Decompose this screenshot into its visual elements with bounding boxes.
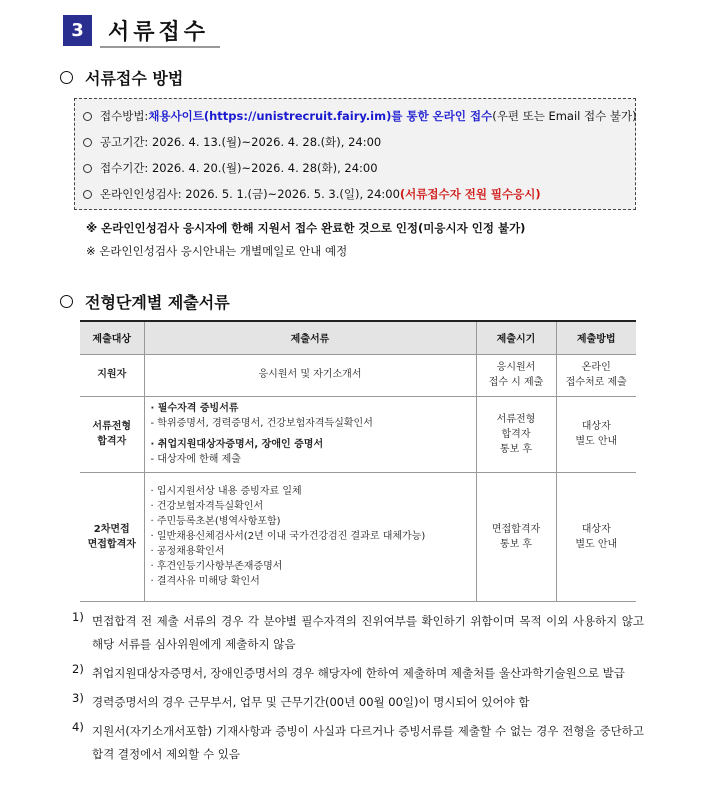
target-cell: 서류전형 합격자	[80, 396, 144, 472]
circle-bullet-icon	[83, 138, 92, 147]
circle-bullet-icon	[83, 190, 92, 199]
column-header: 제출대상	[80, 321, 144, 354]
info-row-method	[83, 103, 635, 129]
circle-bullet-icon	[83, 164, 92, 173]
table-header-row	[80, 321, 636, 354]
heading-underline	[100, 46, 220, 48]
info-row-test	[83, 181, 635, 207]
announce-period: 공고기간: 2026. 4. 13.(월)~2026. 4. 28.(화), 24:00	[100, 135, 382, 149]
docs-cell: · 입시지원서상 내용 증빙자료 일체 · 건강보험자격득실확인서 · 주민등록초본(병역사항포함) · 일반채용신체검사서(2년 이내 국가건강검진 결과로 대체가능) · 공정채용확인서 · 후견인등기사항부존재증명서 · 결격사유 미해당 확인서	[144, 472, 476, 601]
info-row-announce	[83, 129, 635, 155]
column-header: 제출방법	[556, 321, 636, 354]
column-header: 제출시기	[476, 321, 556, 354]
footnote-item: 4) 지원서(자기소개서포함) 기재사항과 증빙이 사실과 다르거나 증빙서류를 제출할 수 없는 경우 전형을 중단하고 합격 결정에서 제외할 수 있음	[72, 720, 644, 761]
target-cell: 지원자	[80, 354, 144, 396]
method-label: 접수방법:	[100, 109, 149, 123]
table-row	[80, 396, 636, 472]
time-cell: 응시원서 접수 시 제출	[476, 354, 556, 396]
test-highlight: (서류접수자 전원 필수응시)	[399, 187, 541, 201]
target-cell: 2차면접 면접합격자	[80, 472, 144, 601]
subsection-title-text: 서류접수 방법	[85, 69, 184, 88]
method-cell: 온라인 접수처로 제출	[556, 354, 636, 396]
method-cell: 대상자 별도 안내	[556, 472, 636, 601]
subsection-title-text: 전형단계별 제출서류	[85, 293, 230, 312]
table-row	[80, 472, 636, 601]
info-row-receive	[83, 155, 635, 181]
circle-bullet-icon	[60, 295, 73, 308]
time-cell: 서류전형 합격자 통보 후	[476, 396, 556, 472]
section-header	[63, 14, 209, 46]
docs-cell: 응시원서 및 자기소개서	[144, 354, 476, 396]
section-number-badge: 3	[63, 15, 92, 46]
footnote-item: 2) 취업지원대상자증명서, 장애인증명서의 경우 해당자에 한하여 제출하며 제출처를 울산과학기술원으로 발급	[72, 662, 625, 680]
footnote-item: 1) 면접합격 전 제출 서류의 경우 각 분야별 필수자격의 진위여부를 확인하기 위함이며 목적 이외 사용하지 않고 해당 서류를 심사위원에게 제출하지 않음	[72, 610, 644, 651]
subsection-title-receipt	[60, 66, 183, 89]
time-cell: 면접합격자 통보 후	[476, 472, 556, 601]
table-row	[80, 354, 636, 396]
docs-cell: · 필수자격 증빙서류 - 학위증명서, 경력증명서, 건강보험자격득실확인서 · 취업지원대상자증명서, 장애인 증명서 - 대상자에 한해 제출	[144, 396, 476, 472]
column-header: 제출서류	[144, 321, 476, 354]
note-test-guide: ※ 온라인인성검사 응시안내는 개별메일로 안내 예정	[86, 244, 348, 258]
method-highlight: 채용사이트(https://unistrecruit.fairy.im)를 통한 온라인 접수	[148, 109, 493, 123]
subsection-title-documents	[60, 290, 230, 313]
method-cell: 대상자 별도 안내	[556, 396, 636, 472]
footnote-item: 3) 경력증명서의 경우 근무부서, 업무 및 근무기간(00년 00월 00일)이 명시되어 있어야 함	[72, 691, 530, 709]
test-period: 온라인인성검사: 2026. 5. 1.(금)~2026. 5. 3.(일), 24:00	[100, 187, 400, 201]
section-heading: 서류접수	[108, 19, 210, 45]
footnotes	[72, 610, 644, 772]
documents-table	[80, 320, 636, 602]
receive-period: 접수기간: 2026. 4. 20.(월)~2026. 4. 28(화), 24:00	[100, 161, 378, 175]
method-suffix: (우편 또는 Email 접수 불가)	[492, 109, 637, 123]
receipt-info-box	[74, 98, 636, 210]
note-test-required: ※ 온라인인성검사 응시자에 한해 지원서 접수 완료한 것으로 인정(미응시자 인정 불가)	[86, 221, 526, 235]
circle-bullet-icon	[60, 71, 73, 84]
circle-bullet-icon	[83, 112, 92, 121]
